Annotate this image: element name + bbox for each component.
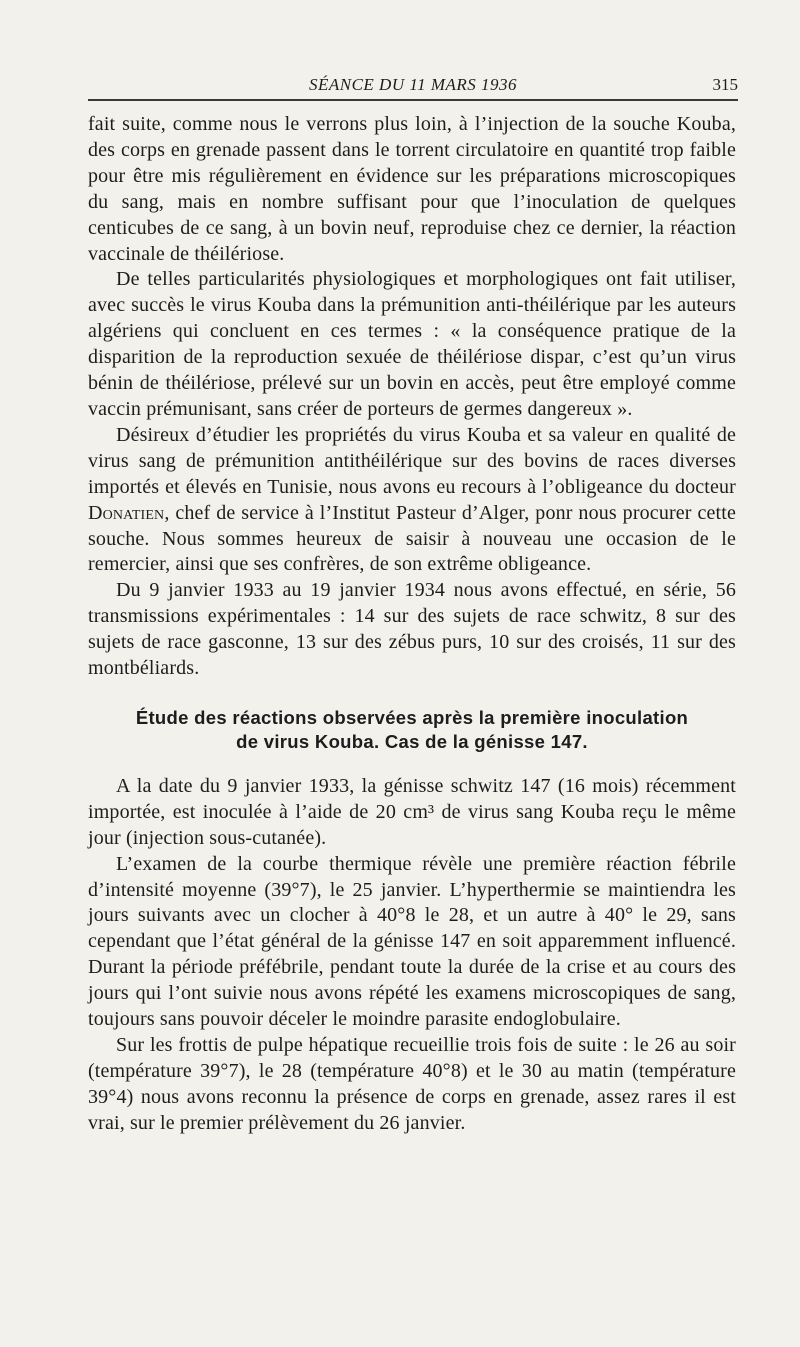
paragraph-5: A la date du 9 janvier 1933, la génisse schwitz 147 (16 mois) récemment importée, est inoculée à l’aide de 20 cm³ de virus sang Kouba reçu le même jour (injection sous-cutanée). (88, 774, 736, 849)
header-title: SÉANCE DU 11 MARS 1936 (308, 75, 518, 94)
body-text (88, 112, 736, 1137)
paragraph-2: De telles particularités physiologiques et morphologiques ont fait utiliser, avec succès le virus Kouba dans la prémunition anti-théilérique par les auteurs algériens qui concluent en ces termes : « la conséquence pratique de la disparition de la reproduction sexuée de théilériose dispar, c’est qu’un virus bénin de théilériose, prélevé sur un bovin en accès, peut être employé comme vaccin prémunisant, sans créer de porteurs de germes dangereux ». (88, 268, 736, 420)
author-name: Donatien (88, 501, 165, 524)
paragraph-3 (88, 423, 736, 578)
section-heading-line-2: de virus Kouba. Cas de la génisse 147. (236, 730, 588, 752)
paragraph-6: L’examen de la courbe thermique révèle une première réaction fébrile d’intensité moyenne (39°7), le 25 janvier. L’hyperthermie se maintiendra les jours suivants avec un clocher à 40°8 le 28, et un autre à 40° le 29, sans cependant que l’état général de la génisse 147 en soit apparemment influencé. Durant la période préfébrile, pendant toute la durée de la crise et au cours des jours qui l’ont suivie nous avons répété les examens microscopiques de sang, toujours sans pouvoir déceler le moindre parasite endoglobulaire. (88, 852, 736, 1031)
paragraph-3-text-before: Désireux d’étudier les propriétés du virus Kouba et sa valeur en qualité de virus sang de prémunition antithéilérique sur des bovins de races diverses importés et élevés en Tunisie, nous avons eu recours à l’obligeance du docteur (88, 423, 736, 498)
running-header (88, 70, 738, 100)
page-number: 315 (712, 75, 738, 94)
paragraph-7: Sur les frottis de pulpe hépatique recueillie trois fois de suite : le 26 au soir (température 39°7), le 28 (température 40°8) et le 30 au matin (température 39°4) nous avons reconnu la présence de corps en grenade, assez rares il est vrai, sur le premier prélèvement du 26 janvier. (88, 1034, 736, 1134)
paragraph-3-text-after: , chef de service à l’Institut Pasteur d’Alger, ponr nous procurer cette souche. Nous sommes heureux de saisir à nouveau une occasion de le remercier, ainsi que ses confrères, de son extrême obligeance. (88, 501, 736, 576)
header-rule (88, 99, 738, 101)
paragraph-4: Du 9 janvier 1933 au 19 janvier 1934 nous avons effectué, en série, 56 transmissions expérimentales : 14 sur des sujets de race schwitz, 8 sur des sujets de race gasconne, 13 sur des zébus purs, 10 sur des croisés, 11 sur des montbéliards. (88, 579, 736, 680)
section-heading-line-1: Étude des réactions observées après la première inoculation (135, 706, 689, 728)
section-heading (88, 706, 736, 754)
paragraph-1: fait suite, comme nous le verrons plus loin, à l’injection de la souche Kouba, des corps en grenade passent dans le torrent circulatoire en quantité trop faible pour être mis régulièrement en évidence sur les préparations microscopiques du sang, mais en nombre suffisant pour que l’inoculation de quelques centicubes de ce sang, à un bovin neuf, reproduise chez ce dernier, la réaction vaccinale de théilériose. (88, 113, 736, 265)
